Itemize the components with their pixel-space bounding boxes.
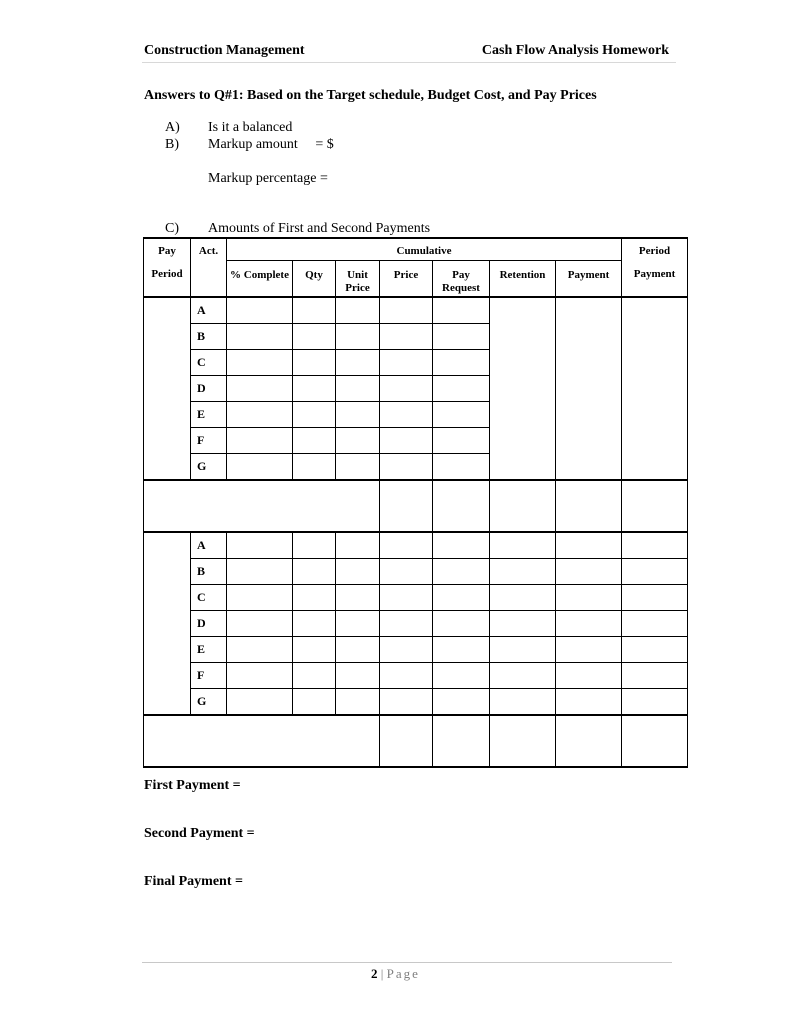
- cell: [433, 585, 490, 611]
- cell: [336, 637, 380, 663]
- summary-period-payment: [622, 715, 688, 767]
- cell: [336, 428, 380, 454]
- cell: [293, 663, 336, 689]
- cell: [380, 350, 433, 376]
- cell: [336, 559, 380, 585]
- col-price: Price: [380, 260, 433, 297]
- cell: [227, 350, 293, 376]
- page-footer: [0, 966, 791, 982]
- footer-separator: |: [380, 966, 384, 981]
- cell: [622, 637, 688, 663]
- cell: [227, 532, 293, 559]
- cell: [622, 532, 688, 559]
- cell: [293, 350, 336, 376]
- activity-label: F: [191, 428, 227, 454]
- first-payment-label: First Payment =: [144, 778, 241, 793]
- summary-price: [380, 715, 433, 767]
- table-row: [144, 532, 688, 559]
- page-word: Page: [386, 966, 420, 981]
- activity-label: F: [191, 663, 227, 689]
- cell: [293, 585, 336, 611]
- table-row: [144, 585, 688, 611]
- cell: [622, 689, 688, 716]
- cell: [433, 376, 490, 402]
- question-title: Answers to Q#1: Based on the Target schedule, Budget Cost, and Pay Prices: [144, 88, 597, 103]
- cell: [293, 532, 336, 559]
- cell: [556, 611, 622, 637]
- table-row: [144, 611, 688, 637]
- cell: [336, 663, 380, 689]
- header-assignment-title: Cash Flow Analysis Homework: [481, 43, 669, 58]
- cell: [433, 637, 490, 663]
- summary-blank: [144, 480, 380, 532]
- cell: [380, 689, 433, 716]
- cell: [293, 637, 336, 663]
- col-pay-period-bottom: Period: [144, 260, 191, 297]
- pay-period-2-cell: [144, 532, 191, 715]
- summary-period-payment: [622, 480, 688, 532]
- cell: [336, 611, 380, 637]
- cell: [227, 402, 293, 428]
- table-row: [144, 663, 688, 689]
- col-payment: Payment: [556, 260, 622, 297]
- cell: [227, 611, 293, 637]
- cell: [293, 689, 336, 716]
- activity-label: G: [191, 454, 227, 481]
- cell: [490, 585, 556, 611]
- cell: [380, 454, 433, 481]
- cell: [490, 559, 556, 585]
- cell: [380, 637, 433, 663]
- cell: [227, 454, 293, 481]
- activity-label: G: [191, 689, 227, 716]
- header-course-title: Construction Management: [144, 43, 305, 58]
- cell: [227, 376, 293, 402]
- col-retention: Retention: [490, 260, 556, 297]
- cell: [380, 611, 433, 637]
- payment-period-1: [556, 297, 622, 480]
- cell: [433, 454, 490, 481]
- table-row: [144, 637, 688, 663]
- cell: [336, 297, 380, 324]
- item-c-text: Amounts of First and Second Payments: [208, 221, 431, 236]
- item-b-text: Markup amount = $: [208, 137, 334, 152]
- cell: [336, 350, 380, 376]
- col-period-payment-top: Period: [622, 238, 688, 260]
- cell: [380, 585, 433, 611]
- cell: [622, 559, 688, 585]
- cell: [380, 532, 433, 559]
- activity-label: E: [191, 402, 227, 428]
- table-row: [144, 559, 688, 585]
- summary-retention: [490, 715, 556, 767]
- pay-period-1-cell: [144, 297, 191, 480]
- cell: [433, 324, 490, 350]
- col-activity-blank: [191, 260, 227, 297]
- second-payment-label: Second Payment =: [144, 826, 255, 841]
- cell: [227, 689, 293, 716]
- cell: [293, 428, 336, 454]
- summary-blank: [144, 715, 380, 767]
- cell: [293, 297, 336, 324]
- cell: [433, 559, 490, 585]
- activity-label: A: [191, 297, 227, 324]
- cell: [556, 559, 622, 585]
- cell: [293, 376, 336, 402]
- page-number: 2: [371, 966, 378, 981]
- cell: [227, 324, 293, 350]
- markup-percentage-label: Markup percentage =: [208, 171, 328, 186]
- cell: [490, 663, 556, 689]
- activity-label: B: [191, 324, 227, 350]
- cell: [433, 689, 490, 716]
- cell: [336, 532, 380, 559]
- cell: [556, 689, 622, 716]
- cell: [293, 402, 336, 428]
- activity-label: C: [191, 350, 227, 376]
- cell: [622, 611, 688, 637]
- cell: [433, 428, 490, 454]
- col-qty: Qty: [293, 260, 336, 297]
- cell: [490, 689, 556, 716]
- summary-pay-request: [433, 715, 490, 767]
- cell: [336, 402, 380, 428]
- cell: [227, 585, 293, 611]
- cell: [622, 663, 688, 689]
- activity-label: B: [191, 559, 227, 585]
- cell: [622, 585, 688, 611]
- table-row-summary: [144, 715, 688, 767]
- col-period-payment-bottom: Payment: [622, 260, 688, 297]
- cell: [336, 689, 380, 716]
- cell: [433, 297, 490, 324]
- table-row: [144, 689, 688, 716]
- item-b-letter: B): [165, 137, 179, 152]
- cell: [556, 532, 622, 559]
- cell: [556, 663, 622, 689]
- cell: [227, 559, 293, 585]
- col-percent-complete: % Complete: [227, 260, 293, 297]
- activity-label: A: [191, 532, 227, 559]
- cell: [556, 585, 622, 611]
- cell: [380, 663, 433, 689]
- item-a-letter: A): [165, 120, 180, 135]
- footer-divider: [142, 962, 672, 963]
- item-a-text: Is it a balanced: [208, 120, 293, 135]
- header-divider: [142, 62, 676, 63]
- cell: [380, 559, 433, 585]
- cell: [227, 297, 293, 324]
- item-c-letter: C): [165, 221, 179, 236]
- cell: [380, 324, 433, 350]
- cell: [227, 428, 293, 454]
- cell: [380, 376, 433, 402]
- activity-label: E: [191, 637, 227, 663]
- cell: [380, 297, 433, 324]
- cell: [293, 559, 336, 585]
- period-payment-1: [622, 297, 688, 480]
- cell: [227, 637, 293, 663]
- col-pay-request: Pay Request: [433, 260, 490, 297]
- cell: [490, 637, 556, 663]
- cell: [293, 454, 336, 481]
- summary-pay-request: [433, 480, 490, 532]
- summary-payment: [556, 480, 622, 532]
- cell: [433, 611, 490, 637]
- summary-payment: [556, 715, 622, 767]
- cell: [336, 324, 380, 350]
- cell: [433, 350, 490, 376]
- cell: [293, 611, 336, 637]
- table-row-summary: [144, 480, 688, 532]
- cell: [490, 532, 556, 559]
- cell: [336, 585, 380, 611]
- cell: [433, 663, 490, 689]
- activity-label: C: [191, 585, 227, 611]
- summary-retention: [490, 480, 556, 532]
- summary-price: [380, 480, 433, 532]
- activity-label: D: [191, 376, 227, 402]
- col-pay-period-top: Pay: [144, 238, 191, 260]
- activity-label: D: [191, 611, 227, 637]
- cell: [380, 428, 433, 454]
- cell: [336, 454, 380, 481]
- cell: [293, 324, 336, 350]
- cell: [556, 637, 622, 663]
- cell: [490, 611, 556, 637]
- cell: [433, 532, 490, 559]
- cash-flow-table: [143, 237, 688, 768]
- final-payment-label: Final Payment =: [144, 874, 243, 889]
- cell: [433, 402, 490, 428]
- retention-period-1: [490, 297, 556, 480]
- table-row: [144, 297, 688, 324]
- cell: [380, 402, 433, 428]
- col-unit-price: Unit Price: [336, 260, 380, 297]
- cell: [336, 376, 380, 402]
- group-cumulative: Cumulative: [227, 238, 622, 260]
- col-activity: Act.: [191, 238, 227, 260]
- cell: [227, 663, 293, 689]
